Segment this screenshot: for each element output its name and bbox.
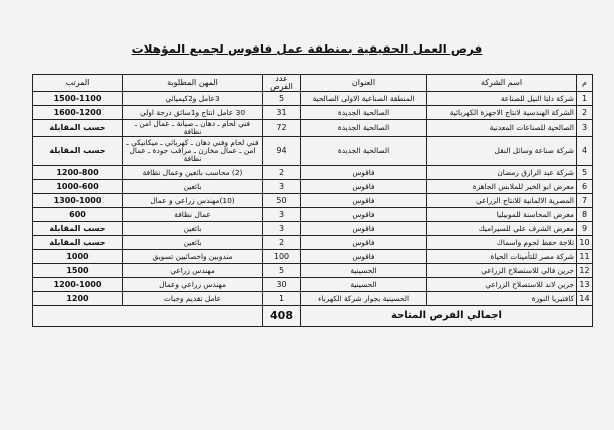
row-jobs: فني لحام ـ دهان ـ صيانة ـ عمال امن ـ نظافة xyxy=(123,120,263,137)
table-row xyxy=(33,180,593,194)
row-salary: 1300-1000 xyxy=(33,194,123,208)
row-count: 100 xyxy=(263,250,301,264)
table-row xyxy=(33,166,593,180)
row-index: 3 xyxy=(577,120,593,137)
row-index: 12 xyxy=(577,264,593,278)
row-company: المصرية الالمانية للانتاج الزراعي xyxy=(427,194,577,208)
table-row xyxy=(33,236,593,250)
row-address: فاقوس xyxy=(301,208,427,222)
row-address: فاقوس xyxy=(301,180,427,194)
row-jobs: عامل تقديم وجبات xyxy=(123,292,263,306)
table-row xyxy=(33,194,593,208)
row-index: 8 xyxy=(577,208,593,222)
jobs-table xyxy=(32,74,593,327)
row-address: الصالحية الجديدة xyxy=(301,120,427,137)
row-address: فاقوس xyxy=(301,222,427,236)
row-jobs: 3عامل و2كيميائي xyxy=(123,92,263,106)
row-company: معرض ابو الخير للملابس الجاهزة xyxy=(427,180,577,194)
row-salary: 1500-1100 xyxy=(33,92,123,106)
table-row xyxy=(33,264,593,278)
header-count: عدد الفرص xyxy=(263,75,301,92)
row-company: جرين فالي للاستصلاح الزراعي xyxy=(427,264,577,278)
row-address: الحسينية xyxy=(301,264,427,278)
row-index: 10 xyxy=(577,236,593,250)
header-index: م xyxy=(577,75,593,92)
row-salary: 1000 xyxy=(33,250,123,264)
row-index: 14 xyxy=(577,292,593,306)
row-salary: 1200-1000 xyxy=(33,278,123,292)
row-count: 5 xyxy=(263,92,301,106)
total-row xyxy=(33,306,593,327)
row-index: 13 xyxy=(577,278,593,292)
row-jobs: (10)مهندس زراعي و عمال xyxy=(123,194,263,208)
row-count: 1 xyxy=(263,292,301,306)
row-count: 5 xyxy=(263,264,301,278)
table-row xyxy=(33,292,593,306)
table-row xyxy=(33,278,593,292)
row-count: 2 xyxy=(263,166,301,180)
row-address: الحسينية بجوار شركة الكهرباء xyxy=(301,292,427,306)
row-salary: حسب المقابلة xyxy=(33,222,123,236)
row-index: 4 xyxy=(577,137,593,166)
row-index: 11 xyxy=(577,250,593,264)
row-salary: 1600-1200 xyxy=(33,106,123,120)
table-row xyxy=(33,92,593,106)
row-address: فاقوس xyxy=(301,166,427,180)
row-index: 5 xyxy=(577,166,593,180)
row-address: فاقوس xyxy=(301,250,427,264)
header-salary: المرتب xyxy=(33,75,123,92)
row-salary: 1000-600 xyxy=(33,180,123,194)
header-company: اسم الشركة xyxy=(427,75,577,92)
row-count: 31 xyxy=(263,106,301,120)
table-row xyxy=(33,250,593,264)
row-count: 3 xyxy=(263,222,301,236)
row-jobs: مندوبين واخصائيين تسويق xyxy=(123,250,263,264)
header-address: العنوان xyxy=(301,75,427,92)
row-address: الحسينية xyxy=(301,278,427,292)
row-address: فاقوس xyxy=(301,236,427,250)
row-company: معرض الشرف علي للسيراميك xyxy=(427,222,577,236)
row-index: 2 xyxy=(577,106,593,120)
row-jobs: بائعين xyxy=(123,180,263,194)
table-row xyxy=(33,137,593,166)
row-count: 30 xyxy=(263,278,301,292)
row-jobs: بائعين xyxy=(123,236,263,250)
row-index: 9 xyxy=(577,222,593,236)
table-row xyxy=(33,106,593,120)
row-salary: حسب المقابلة xyxy=(33,137,123,166)
total-row-blank xyxy=(33,306,263,327)
row-company: جرين لاند للاستصلاح الزراعي xyxy=(427,278,577,292)
row-company: الصالحية للصناعات المعدنية xyxy=(427,120,577,137)
row-company: شركة دلتا النيل للصناعة xyxy=(427,92,577,106)
row-company: شركة عبد الرازق رمضان xyxy=(427,166,577,180)
row-address: الصالحية الجديدة xyxy=(301,106,427,120)
row-index: 6 xyxy=(577,180,593,194)
row-company: شركة مصر للتأمينات الحياة xyxy=(427,250,577,264)
row-company: كافتيريا النورة xyxy=(427,292,577,306)
row-salary: حسب المقابلة xyxy=(33,120,123,137)
row-jobs: 30 عامل انتاج و1سائق درجة اولي xyxy=(123,106,263,120)
row-count: 72 xyxy=(263,120,301,137)
row-jobs: (2) محاسب بائعين وعمال نظافة xyxy=(123,166,263,180)
row-jobs: عمال نظافة xyxy=(123,208,263,222)
total-label: اجمالي الفرص المتاحة xyxy=(301,306,593,327)
row-company: ثلاجة حفظ لحوم واسماك xyxy=(427,236,577,250)
row-count: 2 xyxy=(263,236,301,250)
row-salary: حسب المقابلة xyxy=(33,236,123,250)
table-header-row xyxy=(33,75,593,92)
row-address: فاقوس xyxy=(301,194,427,208)
row-salary: 1200-800 xyxy=(33,166,123,180)
row-company: معرض المحاسنة للموبيليا xyxy=(427,208,577,222)
row-jobs: مهندس زراعي وعمال xyxy=(123,278,263,292)
table-row xyxy=(33,120,593,137)
row-count: 94 xyxy=(263,137,301,166)
row-count: 3 xyxy=(263,208,301,222)
row-salary: 600 xyxy=(33,208,123,222)
document-title: فرص العمل الحقيقية بمنطقة عمل فاقوس لجميع المؤهلات xyxy=(131,42,483,56)
row-salary: 1200 xyxy=(33,292,123,306)
row-company: شركة صناعة وسائل النقل xyxy=(427,137,577,166)
header-jobs: المهن المطلوبة xyxy=(123,75,263,92)
row-count: 3 xyxy=(263,180,301,194)
row-jobs: فني لحام وفني دهان ـ كهربائي ـ ميكانيكي ـ امن ـ عمال مخازن ـ مراقب جودة ـ عمال نظافة xyxy=(123,137,263,166)
table-row xyxy=(33,222,593,236)
row-address: المنطقة الصناعية الاولى الصالحية xyxy=(301,92,427,106)
row-index: 7 xyxy=(577,194,593,208)
row-jobs: بائعين xyxy=(123,222,263,236)
row-index: 1 xyxy=(577,92,593,106)
table-row xyxy=(33,208,593,222)
row-company: الشركة الهندسية لانتاج الاجهزة الكهربائية xyxy=(427,106,577,120)
row-count: 50 xyxy=(263,194,301,208)
row-salary: 1500 xyxy=(33,264,123,278)
row-address: الصالحية الجديدة xyxy=(301,137,427,166)
row-jobs: مهندس زراعي xyxy=(123,264,263,278)
total-value: 408 xyxy=(263,306,301,327)
